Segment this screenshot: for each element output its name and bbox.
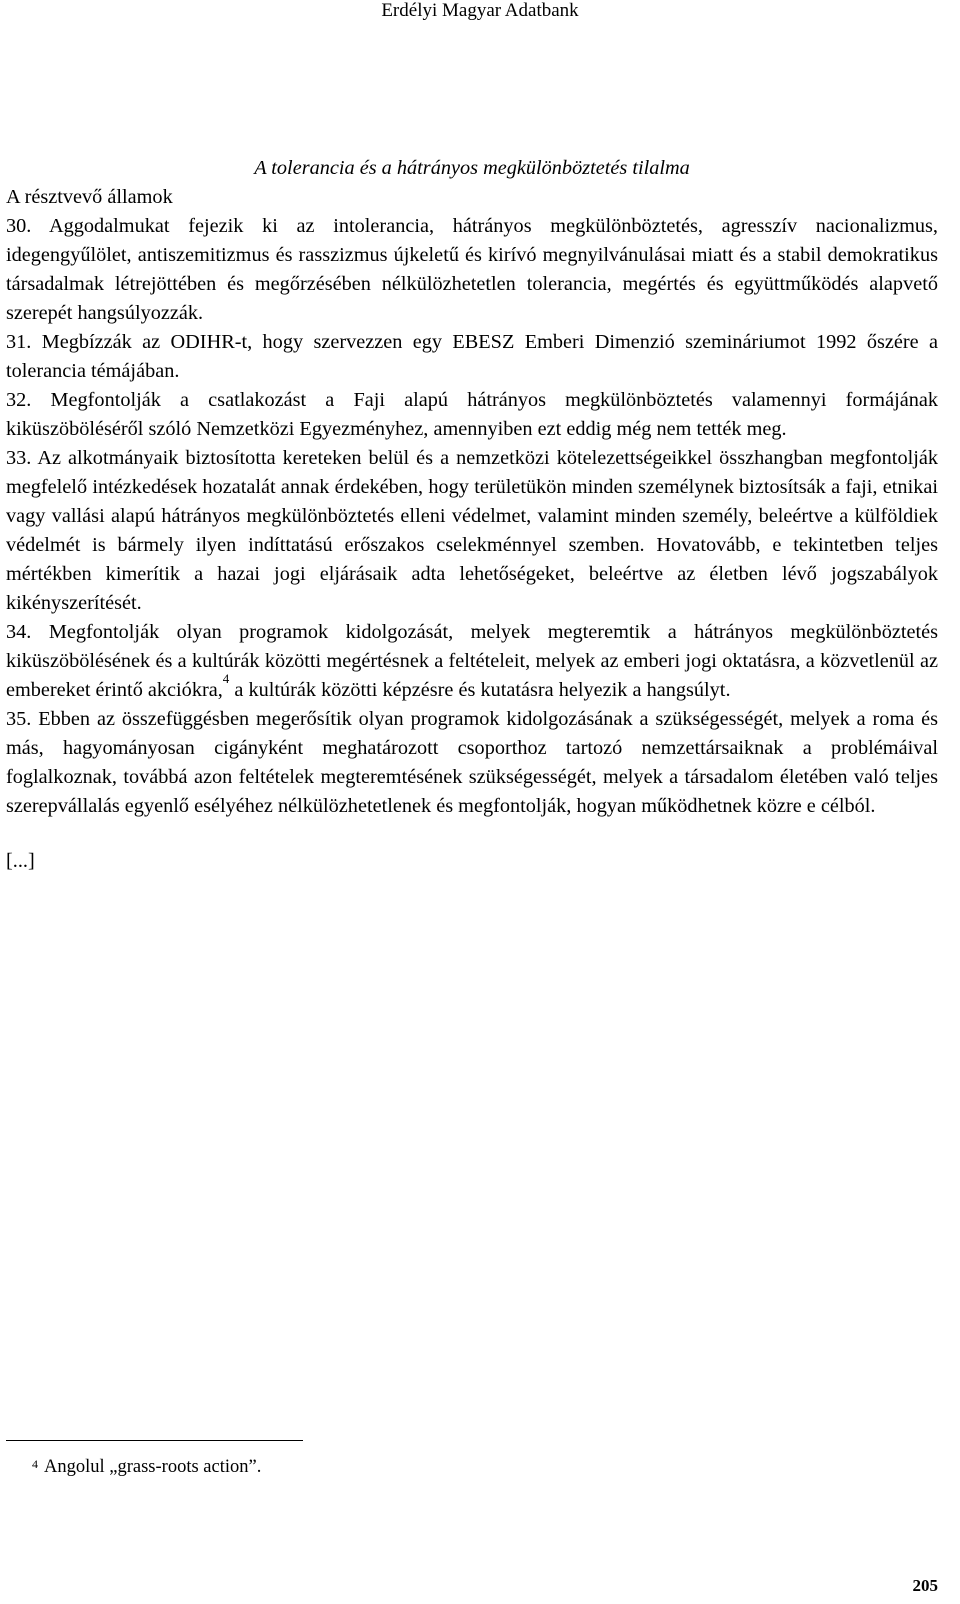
paragraph-text: Az alkotmányaik biztosította kereteken belül és a nemzetközi kötelezettségeikkel összhangban megfontolják megfelelő intézkedések hozatalát annak érdekében, hogy területükön minden személynek biztosítsák a faji, etnikai vagy vallási alapú hátrányos megkülönböztetés elleni védelmet, valamint minden személy, beleértve a külföldiek védelmét is bármely ilyen indíttatású erőszakos cselekménnyel szemben. Hovatovább, e tekintetben teljes mértékben kimerítik a hazai jogi eljárásaik adta lehetőségeket, beleértve az életben lévő jogszabályok kikényszerítését.: [6, 447, 938, 614]
footnote-text: Angolul „grass-roots action”.: [44, 1457, 262, 1477]
paragraph-33: [6, 444, 938, 618]
paragraph-text: Megfontolják olyan programok kidolgozását, melyek megteremtik a hátrányos megkülönböztetés kiküszöbölésének és a kultúrák közötti megértésnek a feltételeit, melyek az emberi jogi oktatásra, a közvetlenül az embereket érintő akciókra,: [6, 621, 938, 701]
document-body: [6, 154, 938, 876]
paragraph-text: Megbízzák az ODIHR-t, hogy szervezzen egy EBESZ Emberi Dimenzió szemináriumot 1992 őszére a tolerancia témájában.: [6, 331, 939, 382]
paragraph-text: Ebben az összefüggésben megerősítik olyan programok kidolgozásának a szükségességét, melyek a roma és más, hagyományosan cigányként meghatározott csoporthoz tartozó nemzettársaiknak a problémáival foglalkoznak, továbbá azon feltételek megteremtésének szükségességét, melyek a társadalom életében való teljes szerepvállalás egyenlő esélyéhez nélkülözhetetlenek és megfontolják, hogyan működhetnek közre e célból.: [6, 708, 938, 817]
paragraph-text: Megfontolják a csatlakozást a Faji alapú hátrányos megkülönböztetés valamennyi formájának kiküszöböléséről szóló Nemzetközi Egyezményhez, amennyiben ezt eddig még nem tették meg.: [6, 389, 938, 440]
paragraph-30: [6, 212, 938, 328]
paragraph-number: 33.: [6, 447, 32, 469]
running-header: [0, 0, 960, 22]
page-number: 205: [912, 1576, 938, 1595]
paragraph-31: [6, 328, 938, 386]
paragraph-number: 30.: [6, 215, 32, 237]
omission-mark: [...]: [6, 850, 35, 872]
paragraph-text-continued: a kultúrák közötti képzésre és kutatásra helyezik a hangsúlyt.: [229, 679, 731, 701]
footnote-separator: [6, 1440, 303, 1441]
section-title: A tolerancia és a hátrányos megkülönböztetés tilalma: [254, 157, 690, 179]
participants-heading: A résztvevő államok: [6, 186, 173, 208]
paragraph-number: 31.: [6, 331, 32, 353]
paragraph-32: [6, 386, 938, 444]
paragraph-number: 34.: [6, 621, 32, 643]
site-name: Erdélyi Magyar Adatbank: [381, 0, 579, 21]
footnote: [32, 1455, 261, 1479]
paragraph-text: Aggodalmukat fejezik ki az intolerancia, hátrányos megkülönböztetés, agresszív nacionalizmus, idegengyűlölet, antiszemitizmus és rasszizmus újkeletű és kirívó megnyilvánulásai miatt és a stabil demokratikus társadalmak létrejöttében és megőrzésében nélkülözhetetlen tolerancia, megértés és együttműködés alapvető szerepét hangsúlyozzák.: [6, 215, 939, 324]
footnote-mark: 4: [32, 1457, 38, 1471]
footnote-reference[interactable]: 4: [222, 671, 230, 686]
paragraph-number: 35.: [6, 708, 32, 730]
paragraph-35: [6, 705, 938, 821]
paragraph-number: 32.: [6, 389, 32, 411]
paragraph-34: [6, 618, 938, 705]
